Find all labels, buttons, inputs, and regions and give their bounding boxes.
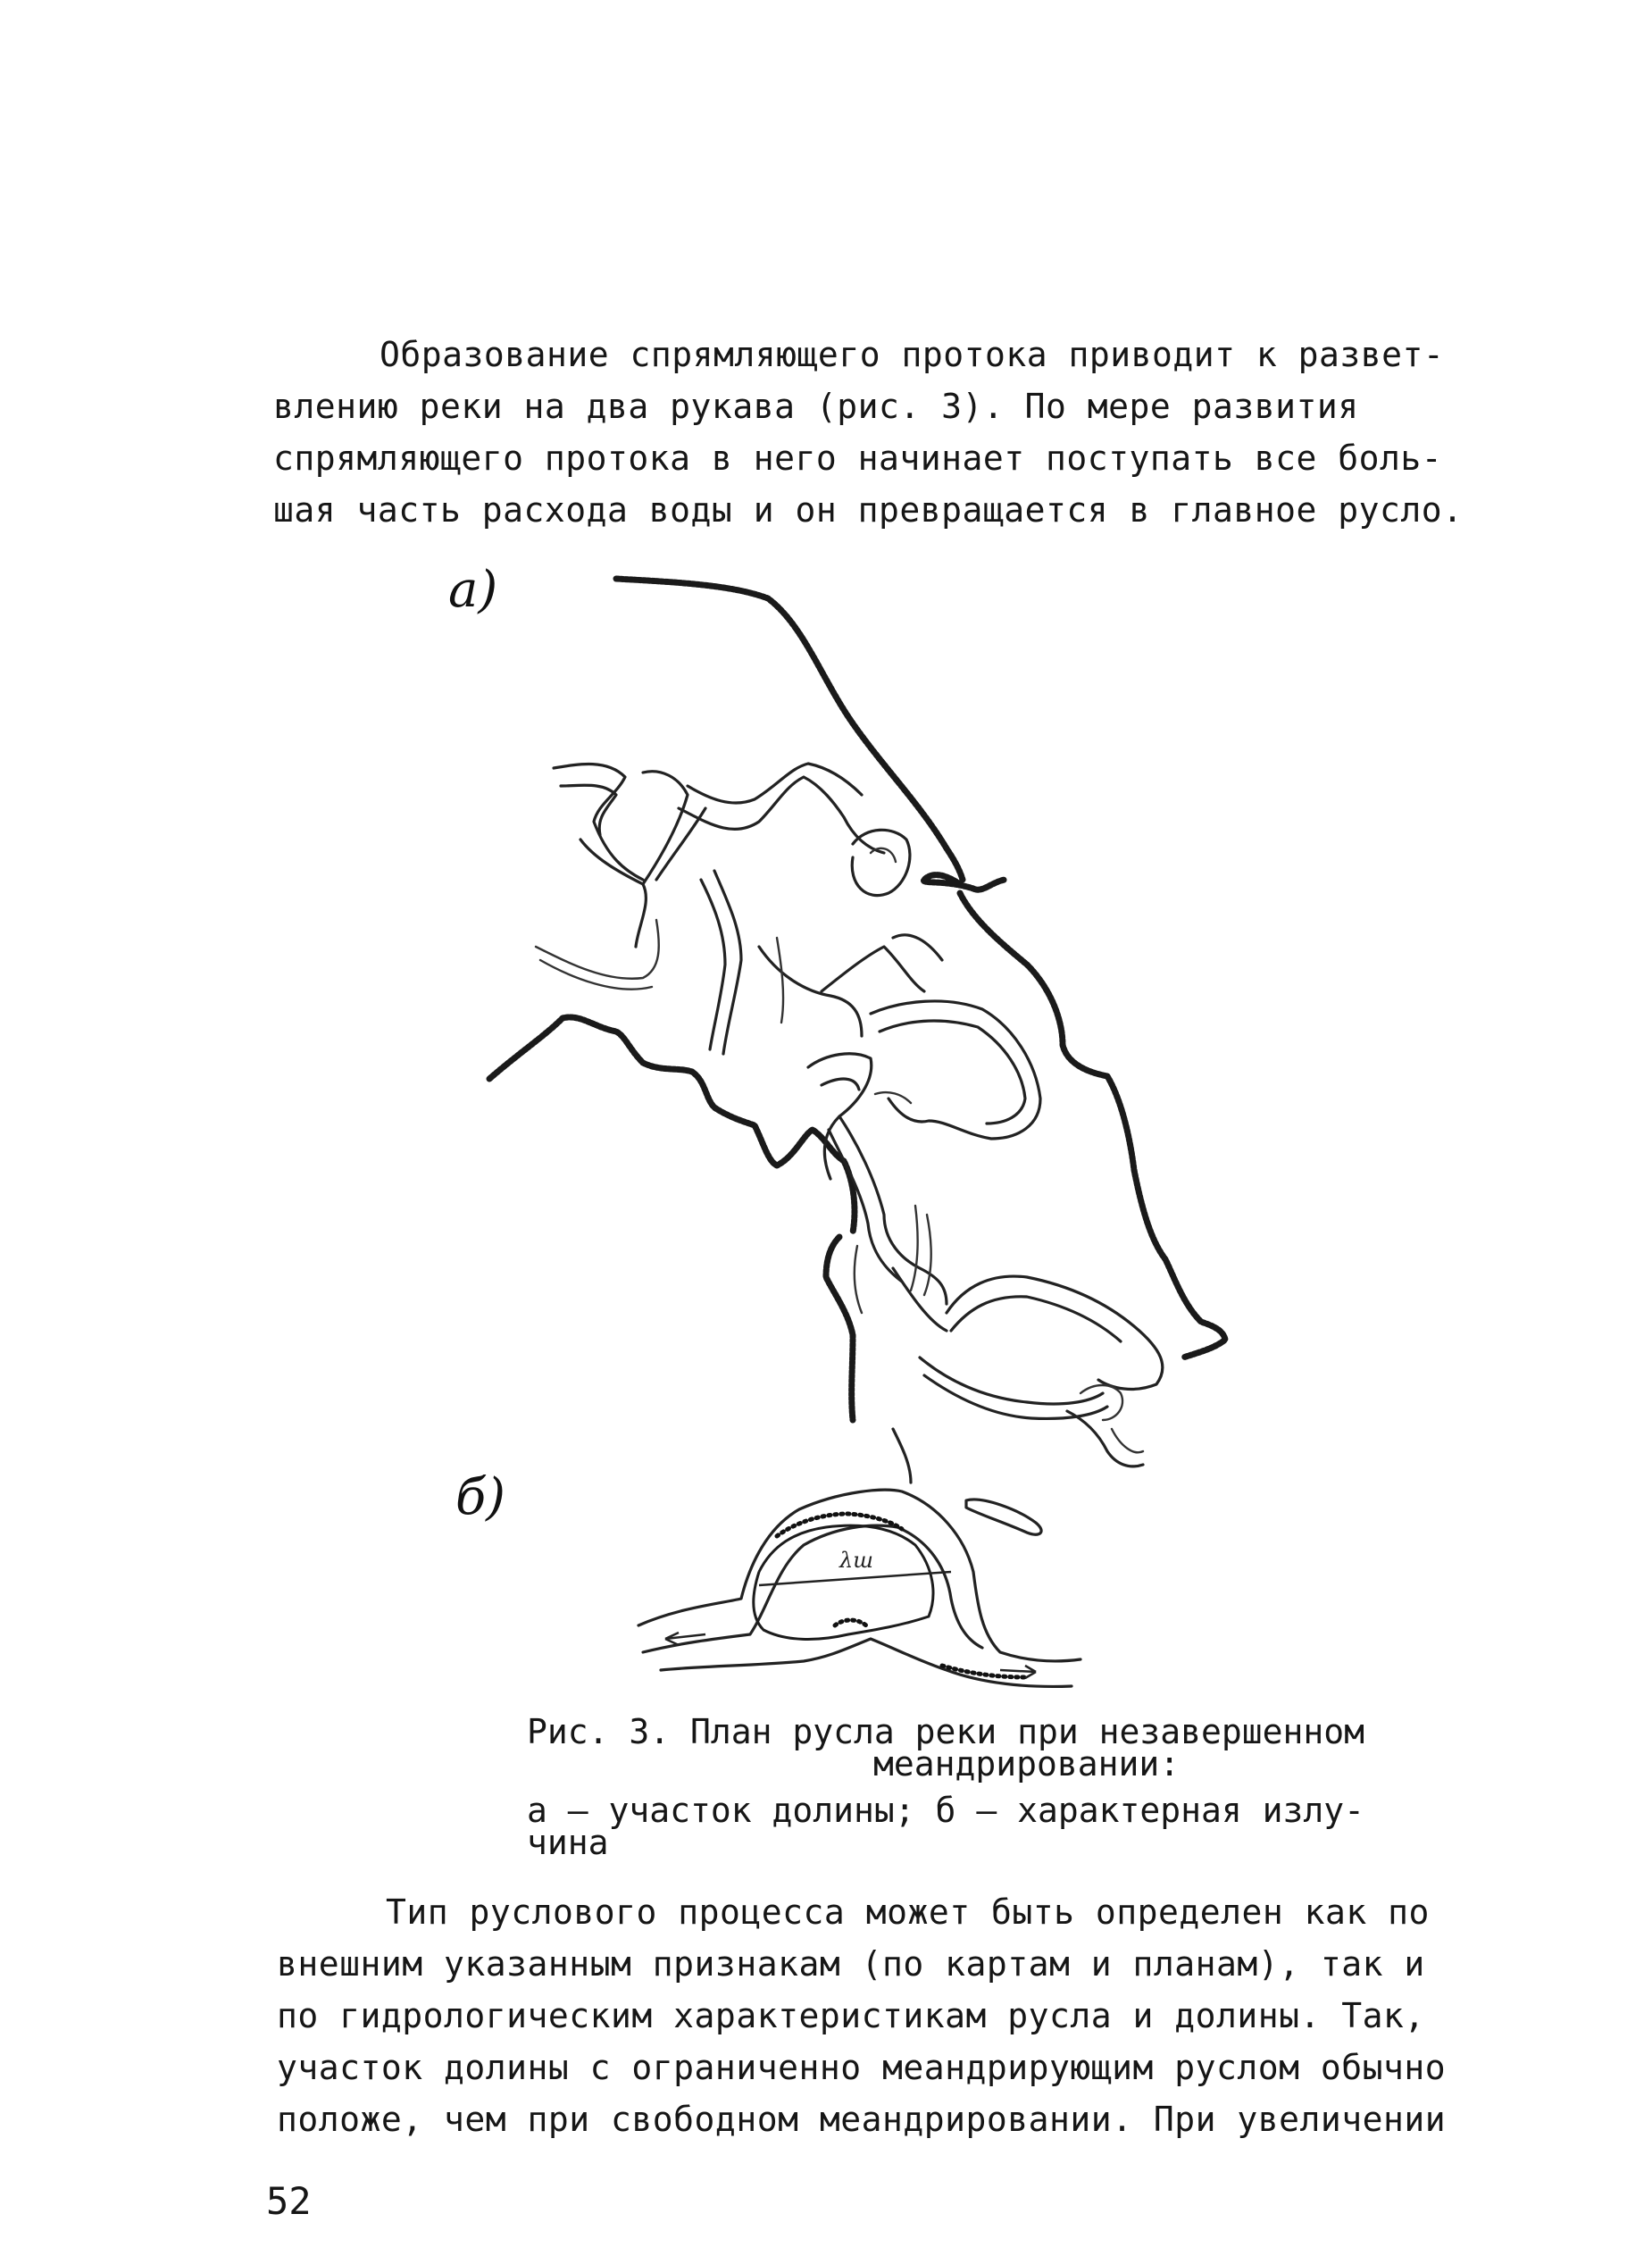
bend-inner-bank bbox=[643, 1525, 982, 1652]
lambda-label: λш bbox=[839, 1548, 873, 1573]
figure-label-b: б) bbox=[455, 1468, 506, 1526]
paragraph-2-line-1: Тип руслового процесса может быть определен как по bbox=[386, 1892, 1430, 1932]
paragraph-1-line-4: шая часть расхода воды и он превращается в главное русло. bbox=[273, 490, 1464, 530]
page-number: 52 bbox=[266, 2179, 312, 2223]
caption-legend-line-1: а – участок долины; б – характерная излу- bbox=[527, 1791, 1364, 1830]
bend-lower-bank bbox=[661, 1639, 1072, 1686]
paragraph-1-line-3: спрямляющего протока в него начинает поступать все боль- bbox=[273, 439, 1443, 478]
paragraph-1-line-2: влению реки на два рукава (рис. 3). По мере развития bbox=[273, 387, 1359, 426]
caption-title-line-2: меандрировании: bbox=[873, 1744, 1181, 1784]
caption-legend-line-2: чина bbox=[527, 1823, 609, 1862]
wavelength-line bbox=[759, 1572, 951, 1585]
paragraph-2-line-5: положе, чем при свободном меандрировании. При увеличении bbox=[277, 2100, 1447, 2139]
paragraph-2-line-4: участок долины с ограниченно меандрирующим руслом обычно bbox=[277, 2048, 1447, 2087]
paragraph-2-line-3: по гидрологическим характеристикам русла и долины. Так, bbox=[277, 1996, 1425, 2035]
paragraph-1-line-1: Образование спрямляющего протока приводит к развет- bbox=[380, 335, 1445, 374]
oxbow-island bbox=[966, 1500, 1041, 1534]
caption-title-line-1: Рис. 3. План русла реки при незавершенном bbox=[527, 1712, 1364, 1751]
paragraph-2-line-2: внешним указанным признакам (по картам и планам), так и bbox=[277, 1944, 1425, 1984]
figure-label-a: а) bbox=[448, 561, 498, 619]
